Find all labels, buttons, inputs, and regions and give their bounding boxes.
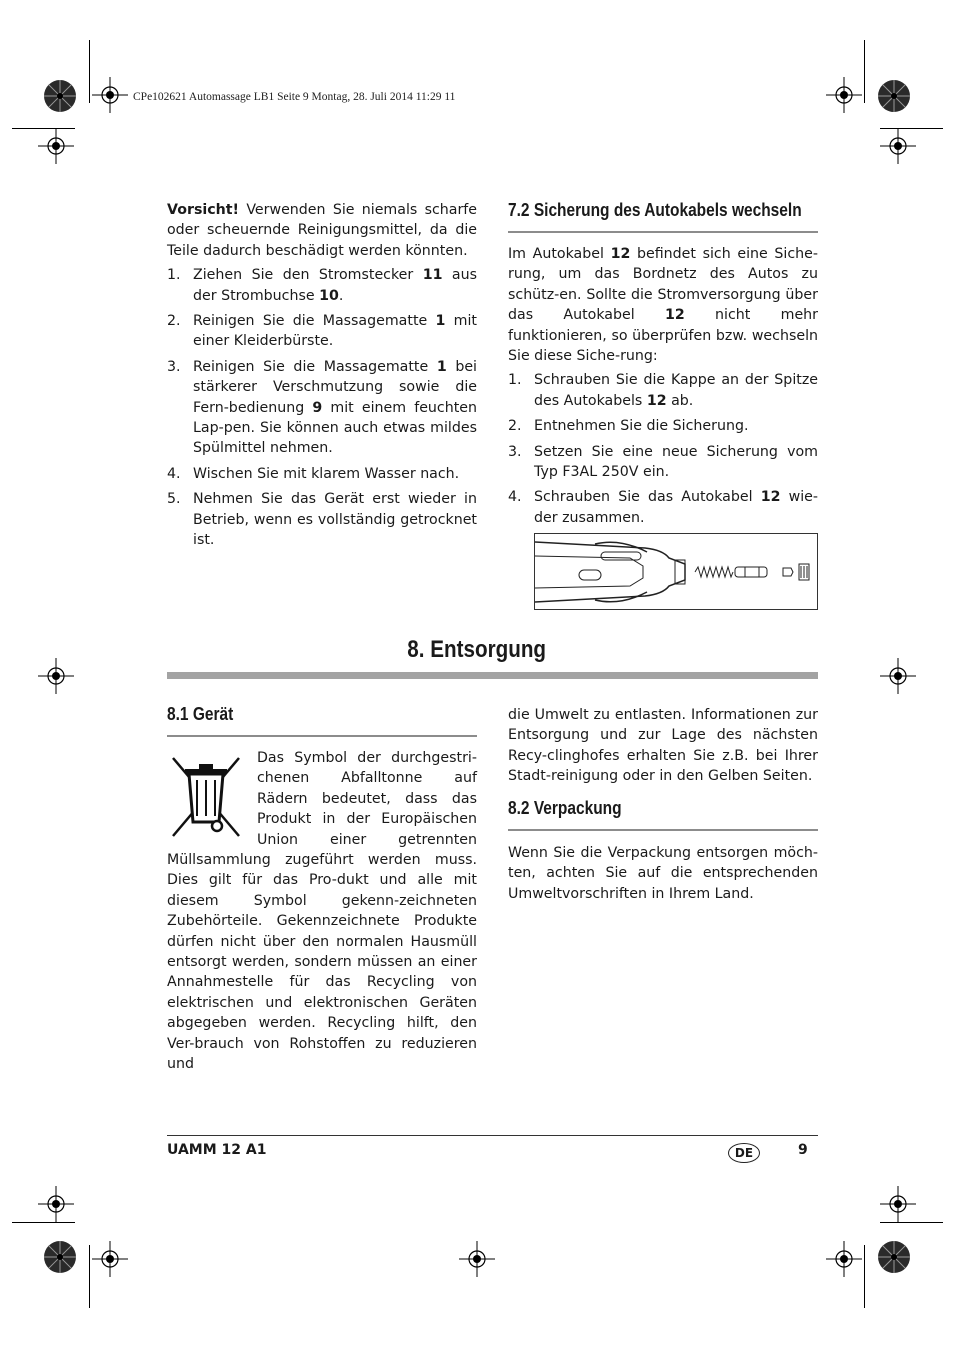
- list-item: 1. Ziehen Sie den Stromstecker 11 aus der Strombuchse 10.: [167, 267, 477, 304]
- crop-mark: [12, 1222, 75, 1223]
- section-8-1: [167, 704, 477, 724]
- registration-mark-icon: [38, 1186, 74, 1222]
- crop-mark: [880, 1222, 943, 1223]
- model-number: UAMM 12 A1: [167, 1142, 267, 1158]
- star-target-icon: [877, 79, 911, 113]
- fuse-column: [508, 200, 818, 220]
- crop-mark: [89, 40, 90, 103]
- section-heading-8-1: 8.1 Gerät: [167, 704, 234, 724]
- registration-mark-icon: [38, 128, 74, 164]
- star-target-icon: [43, 1240, 77, 1274]
- footer-rule: [167, 1135, 818, 1136]
- list-item: 2. Reinigen Sie die Massagematte 1 mit einer Kleiderbürste.: [167, 313, 477, 350]
- list-item: 3. Setzen Sie eine neue Sicherung vom Typ F3AL 250V ein.: [508, 443, 818, 481]
- list-item: 2. Entnehmen Sie die Sicherung.: [508, 418, 749, 435]
- car-plug-drawing-icon: [535, 534, 817, 609]
- caution-label: Vorsicht!: [167, 202, 240, 218]
- heading-rule: [508, 829, 818, 831]
- caution-paragraph: [167, 200, 477, 261]
- list-item: 3. Reinigen Sie die Massagematte 1 bei stärkerer Verschmutzung sowie die Fern-bedienung 9 mit einem feuchten Lap-pen. Sie können auch etwas mildes Spülmittel nehmen.: [167, 358, 478, 457]
- heading-rule: [508, 231, 818, 233]
- list-item: 1. Schrauben Sie die Kappe an der Spitze des Autokabels 12 ab.: [508, 372, 818, 409]
- fuse-text: [508, 244, 818, 533]
- registration-mark-icon: [826, 1241, 862, 1277]
- registration-mark-icon: [92, 77, 128, 113]
- weee-paragraph: Das Symbol der durchgestri-chenen Abfalltonne auf Rädern bedeutet, dass das Produkt in der Europäischen Union einer getrennten Müllsammlung zugeführt werden muss. Dies gilt für das Pro-dukt und alle mit diesem Symbol gekenn-zeichneten Zubehörteile. Gekennzeichnete Produkte dürfen nicht über den normalen Hausmüll entsorgt werden, sondern müssen an einer Annahmestelle für das Recycling von elektrischen und elektronischen Geräten abgegeben werden. Recycling hilft, den Ver-brauch von Rohstoffen zu reduzieren und: [167, 750, 477, 1073]
- fuse-intro: Im Autokabel 12 befindet sich eine Siche-rung, um das Bordnetz des Autos zu schütz-en. Sollte die Stromversorgung über das Autokabel 12 nicht mehr funktionieren, so überprüfen bzw. wechseln Sie diese Siche-rung:: [508, 246, 819, 365]
- star-target-icon: [877, 1240, 911, 1274]
- crop-mark: [864, 1245, 865, 1308]
- list-item: 4. Wischen Sie mit klarem Wasser nach.: [167, 465, 460, 482]
- list-item: 4. Schrauben Sie das Autokabel 12 wie-der zusammen.: [508, 489, 818, 526]
- chapter-rule: [167, 672, 818, 679]
- heading-rule: [167, 735, 477, 737]
- crop-mark: [864, 40, 865, 103]
- language-badge: DE: [728, 1143, 760, 1163]
- crop-mark: [89, 1245, 90, 1308]
- car-plug-illustration: [534, 533, 818, 610]
- page-number: 9: [798, 1142, 808, 1158]
- list-item: 5. Nehmen Sie das Gerät erst wieder in Betrieb, wenn es vollständig getrocknet ist.: [167, 491, 477, 549]
- crossed-bin-icon: [169, 754, 243, 840]
- section-8-1-text: [167, 748, 477, 1075]
- print-slug: CPe102621 Automassage LB1 Seite 9 Montag, 28. Juli 2014 11:29 11: [133, 91, 456, 103]
- section-8-2-text: Wenn Sie die Verpackung entsorgen möch-ten, achten Sie auf die entsprechenden Umweltvorschriften in Ihrem Land.: [508, 845, 818, 902]
- cleaning-column: [167, 200, 477, 556]
- section-heading-8-2: 8.2 Verpackung: [508, 798, 622, 818]
- fuse-steps: [508, 370, 818, 528]
- cleaning-steps: [167, 265, 477, 550]
- registration-mark-icon: [880, 128, 916, 164]
- registration-mark-icon: [459, 1241, 495, 1277]
- registration-mark-icon: [92, 1241, 128, 1277]
- registration-mark-icon: [826, 77, 862, 113]
- section-heading-7-2: 7.2 Sicherung des Autokabels wechseln: [508, 200, 802, 220]
- section-8-2: [508, 798, 818, 818]
- star-target-icon: [43, 79, 77, 113]
- chapter-title: 8. Entsorgung: [407, 636, 547, 663]
- registration-mark-icon: [880, 1186, 916, 1222]
- section-8-1-continuation: die Umwelt zu entlasten. Informationen zur Entsorgung und zur Lage des nächsten Recy-clinghofes erhalten Sie z.B. bei Ihrer Stadt-reinigung oder in den Gelben Seiten.: [508, 707, 818, 785]
- caution-text: Verwenden Sie niemals scharfe oder scheuernde Reinigungsmittel, da die Teile dadurch beschädigt werden könnten.: [167, 202, 477, 259]
